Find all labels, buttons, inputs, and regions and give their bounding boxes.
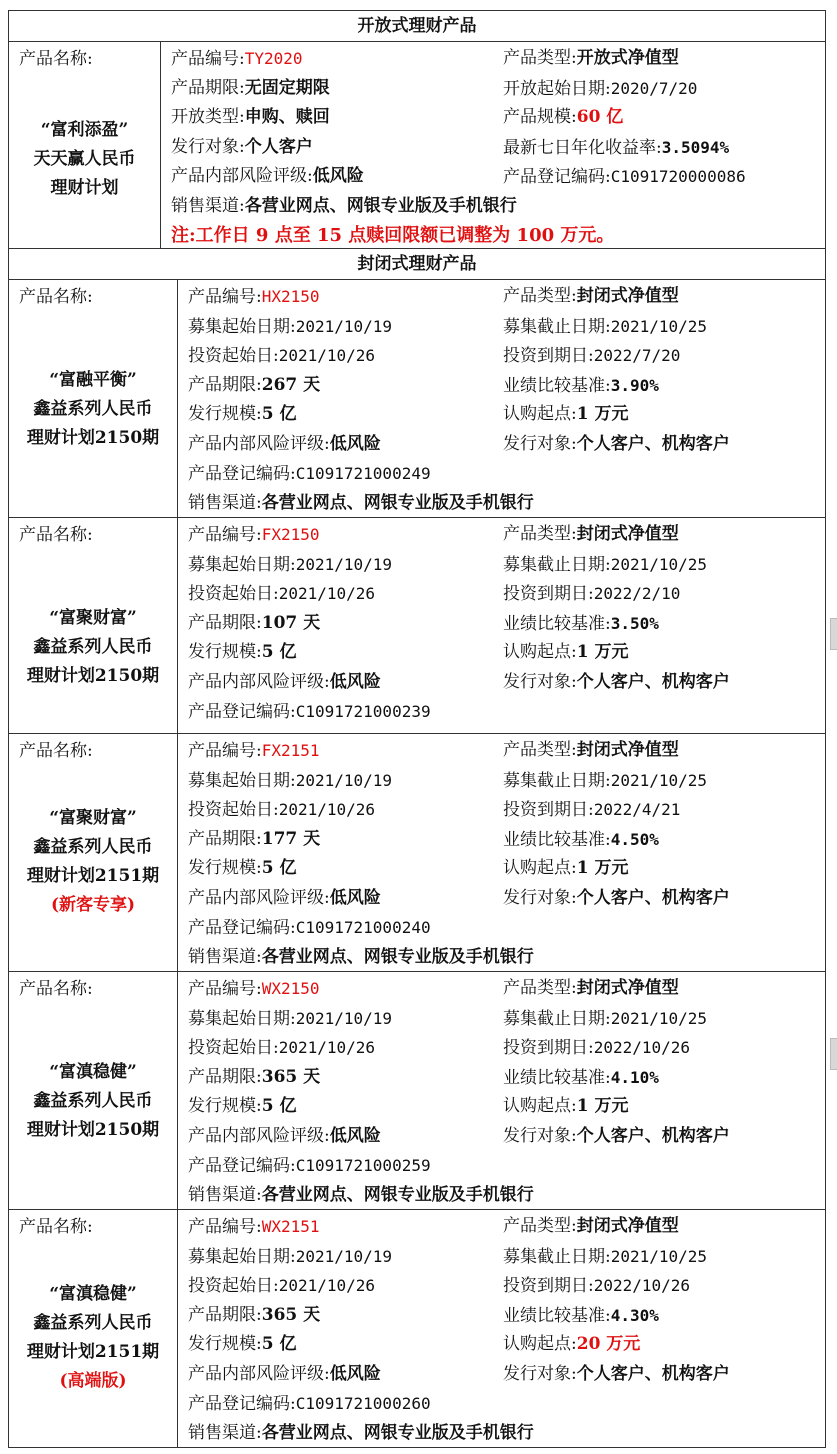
product-type: 开放式净值型: [576, 48, 679, 68]
name-line: 鑫益系列人民币: [33, 399, 153, 419]
raise-start-key: 募集起始日期:: [188, 554, 296, 575]
product-name-cell: [9, 280, 178, 517]
closed-product: [8, 972, 826, 1210]
product-target: 个人客户、机构客户: [576, 887, 730, 908]
raise-start-key: 募集起始日期:: [188, 316, 296, 337]
risk-rating: 低风险: [329, 433, 381, 454]
registration-code: C1091721000259: [295, 1156, 431, 1175]
product-name-cell: [9, 518, 178, 733]
raise-start-key: 募集起始日期:: [188, 1008, 296, 1029]
product-term: 无固定期限: [244, 77, 330, 98]
raise-end-date: 2021/10/25: [610, 554, 708, 574]
min-subscription: 20 万元: [576, 1334, 641, 1354]
sales-channel: 各营业网点、网银专业版及手机银行: [261, 492, 534, 513]
code-key: 产品编号:: [188, 1217, 262, 1237]
product-target: 个人客户、机构客户: [576, 433, 730, 454]
invest-end-key: 投资到期日:: [503, 584, 594, 604]
closed-section-title: 封闭式理财产品: [8, 249, 826, 280]
sales-channel: 各营业网点、网银专业版及手机银行: [261, 1422, 534, 1443]
invest-end-date: 2022/7/20: [593, 346, 681, 365]
term-key: 产品期限:: [188, 1304, 262, 1325]
raise-end-key: 募集截止日期:: [503, 770, 611, 791]
registration-code: C1091720000086: [610, 167, 746, 186]
resize-handle[interactable]: [830, 1038, 837, 1070]
product-name-cell: [9, 734, 178, 971]
product-details: [178, 972, 825, 1209]
invest-start-key: 投资起始日:: [188, 584, 279, 604]
raise-start-date: 2021/10/19: [295, 770, 393, 790]
raise-end-key: 募集截止日期:: [503, 316, 611, 337]
name-line: 理财计划2151期: [26, 866, 160, 886]
channel-key: 销售渠道:: [171, 195, 245, 216]
code-key: 产品编号:: [188, 741, 262, 761]
name-line: “富利添盈”: [40, 120, 129, 140]
term-key: 产品期限:: [171, 77, 245, 98]
yield-key: 最新七日年化收益率:: [503, 137, 662, 158]
min-subscription: 1 万元: [576, 858, 629, 878]
min-subscription: 1 万元: [576, 404, 629, 424]
invest-start-date: 2021/10/26: [278, 1276, 376, 1295]
product-name: [9, 116, 160, 203]
risk-key: 产品内部风险评级:: [171, 166, 313, 186]
raise-start-date: 2021/10/19: [295, 316, 393, 336]
risk-key: 产品内部风险评级:: [188, 1363, 330, 1384]
product-table: [8, 10, 826, 1448]
raise-end-key: 募集截止日期:: [503, 1246, 611, 1267]
raise-start-key: 募集起始日期:: [188, 1246, 296, 1267]
type-key: 产品类型:: [503, 524, 577, 544]
invest-end-key: 投资到期日:: [503, 800, 594, 820]
type-key: 产品类型:: [503, 1216, 577, 1236]
product-code: FX2151: [261, 741, 320, 760]
code-key: 产品编号:: [188, 287, 262, 307]
product-target: 个人客户: [244, 136, 313, 157]
raise-start-date: 2021/10/19: [295, 1246, 393, 1266]
scale-key: 发行规模:: [188, 1334, 262, 1354]
product-details: [178, 1210, 825, 1447]
registration-code: C1091721000240: [295, 918, 431, 937]
target-key: 发行对象:: [503, 671, 577, 692]
benchmark-key: 业绩比较基准:: [503, 613, 611, 634]
open-type: 申购、赎回: [244, 107, 330, 127]
benchmark-key: 业绩比较基准:: [503, 1305, 611, 1326]
channel-key: 销售渠道:: [188, 946, 262, 967]
product-name-label: 产品名称:: [19, 49, 93, 69]
product-term: 365 天: [261, 1066, 321, 1087]
product-term: 365 天: [261, 1304, 321, 1325]
benchmark-rate: 4.30%: [610, 1305, 659, 1325]
name-line: 鑫益系列人民币: [33, 1313, 153, 1333]
term-key: 产品期限:: [188, 374, 262, 395]
benchmark-rate: 3.90%: [610, 375, 659, 395]
issue-scale: 5 亿: [261, 642, 297, 662]
open-product: [8, 42, 826, 249]
product-name-cell: [9, 1210, 178, 1447]
name-line: 理财计划: [50, 178, 119, 198]
invest-end-date: 2022/10/26: [593, 1276, 691, 1295]
name-line: 理财计划2150期: [26, 666, 160, 686]
product-details: [161, 42, 825, 248]
name-line: 理财计划2150期: [26, 428, 160, 448]
target-key: 发行对象:: [503, 1363, 577, 1384]
product-code: TY2020: [244, 49, 303, 68]
raise-end-date: 2021/10/25: [610, 1246, 708, 1266]
scale-key: 发行规模:: [188, 642, 262, 662]
product-name-cell: [9, 42, 161, 248]
registration-code: C1091721000260: [295, 1394, 431, 1413]
registration-code: C1091721000239: [295, 702, 431, 721]
issue-scale: 5 亿: [261, 1334, 297, 1354]
product-name-label: 产品名称:: [19, 741, 93, 761]
min-key: 认购起点:: [503, 1096, 577, 1116]
risk-key: 产品内部风险评级:: [188, 887, 330, 908]
reg-key: 产品登记编码:: [188, 1394, 296, 1414]
product-name-cell: [9, 972, 178, 1209]
resize-handle[interactable]: [830, 618, 837, 650]
reg-key: 产品登记编码:: [503, 167, 611, 187]
invest-start-key: 投资起始日:: [188, 1276, 279, 1296]
product-name-label: 产品名称:: [19, 979, 93, 999]
min-key: 认购起点:: [503, 858, 577, 878]
risk-key: 产品内部风险评级:: [188, 433, 330, 454]
product-name-label: 产品名称:: [19, 287, 93, 307]
name-line: “富融平衡”: [49, 370, 137, 390]
channel-key: 销售渠道:: [188, 1184, 262, 1205]
target-key: 发行对象:: [503, 433, 577, 454]
raise-end-date: 2021/10/25: [610, 316, 708, 336]
benchmark-key: 业绩比较基准:: [503, 829, 611, 850]
raise-start-date: 2021/10/19: [295, 1008, 393, 1028]
product-type: 封闭式净值型: [576, 1216, 679, 1236]
closed-product: [8, 518, 826, 734]
product-code: WX2151: [261, 1217, 320, 1236]
invest-end-key: 投资到期日:: [503, 346, 594, 366]
benchmark-rate: 4.50%: [610, 829, 659, 849]
closed-product: [8, 280, 826, 518]
target-key: 发行对象:: [171, 136, 245, 157]
name-line: 理财计划2150期: [26, 1120, 160, 1140]
risk-rating: 低风险: [329, 1363, 381, 1384]
min-key: 认购起点:: [503, 1334, 577, 1354]
closed-product: [8, 1210, 826, 1448]
min-subscription: 1 万元: [576, 642, 629, 662]
invest-end-date: 2022/4/21: [593, 800, 681, 819]
target-key: 发行对象:: [503, 1125, 577, 1146]
invest-start-date: 2021/10/26: [278, 800, 376, 819]
product-type: 封闭式净值型: [576, 286, 679, 306]
name-line: “富聚财富”: [49, 608, 137, 628]
product-code: WX2150: [261, 979, 320, 998]
term-key: 产品期限:: [188, 612, 262, 633]
target-key: 发行对象:: [503, 887, 577, 908]
sales-channel: 各营业网点、网银专业版及手机银行: [244, 195, 517, 216]
raise-end-key: 募集截止日期:: [503, 554, 611, 575]
product-name-label: 产品名称:: [19, 525, 93, 545]
product-scale: 60 亿: [576, 107, 624, 127]
scale-key: 产品规模:: [503, 107, 577, 127]
product-details: [178, 518, 825, 733]
invest-end-key: 投资到期日:: [503, 1276, 594, 1296]
invest-start-key: 投资起始日:: [188, 1038, 279, 1058]
name-line: “富聚财富”: [49, 808, 137, 828]
invest-end-date: 2022/2/10: [593, 584, 681, 603]
product-type: 封闭式净值型: [576, 740, 679, 760]
reg-key: 产品登记编码:: [188, 1156, 296, 1176]
product-code: FX2150: [261, 525, 320, 544]
raise-start-key: 募集起始日期:: [188, 770, 296, 791]
invest-start-date: 2021/10/26: [278, 346, 376, 365]
name-line: 鑫益系列人民币: [33, 837, 153, 857]
risk-key: 产品内部风险评级:: [188, 1125, 330, 1146]
issue-scale: 5 亿: [261, 858, 297, 878]
risk-key: 产品内部风险评级:: [188, 671, 330, 692]
benchmark-key: 业绩比较基准:: [503, 375, 611, 396]
product-name: [9, 1058, 177, 1145]
invest-start-date: 2021/10/26: [278, 584, 376, 603]
product-name-label: 产品名称:: [19, 1217, 93, 1237]
min-key: 认购起点:: [503, 404, 577, 424]
product-name: [9, 1280, 177, 1396]
product-target: 个人客户、机构客户: [576, 671, 730, 692]
scale-key: 发行规模:: [188, 404, 262, 424]
sales-channel: 各营业网点、网银专业版及手机银行: [261, 946, 534, 967]
product-name: [9, 804, 177, 920]
product-name: [9, 604, 177, 691]
raise-start-date: 2021/10/19: [295, 554, 393, 574]
reg-key: 产品登记编码:: [188, 464, 296, 484]
raise-end-key: 募集截止日期:: [503, 1008, 611, 1029]
closed-product-list: [8, 280, 826, 1448]
invest-end-date: 2022/10/26: [593, 1038, 691, 1057]
risk-rating: 低风险: [312, 166, 364, 186]
open-section-title: 开放式理财产品: [8, 10, 826, 42]
product-tag: (新客专享): [50, 895, 136, 915]
open-start-date: 2020/7/20: [610, 78, 698, 98]
closed-product: [8, 734, 826, 972]
seven-day-yield: 3.5094%: [661, 137, 730, 157]
type-key: 产品类型:: [503, 978, 577, 998]
product-target: 个人客户、机构客户: [576, 1363, 730, 1384]
min-subscription: 1 万元: [576, 1096, 629, 1116]
product-type: 封闭式净值型: [576, 978, 679, 998]
product-term: 267 天: [261, 374, 321, 395]
sales-channel: 各营业网点、网银专业版及手机银行: [261, 1184, 534, 1205]
risk-rating: 低风险: [329, 887, 381, 908]
raise-end-date: 2021/10/25: [610, 1008, 708, 1028]
benchmark-rate: 4.10%: [610, 1067, 659, 1087]
product-term: 107 天: [261, 612, 321, 633]
product-details: [178, 734, 825, 971]
type-key: 产品类型:: [503, 740, 577, 760]
code-key: 产品编号:: [188, 979, 262, 999]
open-type-key: 开放类型:: [171, 107, 245, 127]
name-line: 天天赢人民币: [33, 149, 136, 169]
scale-key: 发行规模:: [188, 858, 262, 878]
product-target: 个人客户、机构客户: [576, 1125, 730, 1146]
channel-key: 销售渠道:: [188, 1422, 262, 1443]
product-term: 177 天: [261, 828, 321, 849]
invest-start-key: 投资起始日:: [188, 346, 279, 366]
issue-scale: 5 亿: [261, 1096, 297, 1116]
risk-rating: 低风险: [329, 671, 381, 692]
product-type: 封闭式净值型: [576, 524, 679, 544]
name-line: “富滇稳健”: [49, 1284, 137, 1304]
name-line: 鑫益系列人民币: [33, 1091, 153, 1111]
benchmark-key: 业绩比较基准:: [503, 1067, 611, 1088]
name-line: “富滇稳健”: [49, 1062, 137, 1082]
min-key: 认购起点:: [503, 642, 577, 662]
open-start-key: 开放起始日期:: [503, 78, 611, 99]
channel-key: 销售渠道:: [188, 492, 262, 513]
registration-code: C1091721000249: [295, 464, 431, 483]
reg-key: 产品登记编码:: [188, 918, 296, 938]
issue-scale: 5 亿: [261, 404, 297, 424]
product-tag: (高端版): [59, 1371, 127, 1391]
invest-start-date: 2021/10/26: [278, 1038, 376, 1057]
name-line: 理财计划2151期: [26, 1342, 160, 1362]
product-details: [178, 280, 825, 517]
scale-key: 发行规模:: [188, 1096, 262, 1116]
benchmark-rate: 3.50%: [610, 613, 659, 633]
type-key: 产品类型:: [503, 286, 577, 306]
code-key: 产品编号:: [171, 49, 245, 69]
reg-key: 产品登记编码:: [188, 702, 296, 722]
type-key: 产品类型:: [503, 48, 577, 68]
product-name: [9, 366, 177, 453]
raise-end-date: 2021/10/25: [610, 770, 708, 790]
name-line: 鑫益系列人民币: [33, 637, 153, 657]
code-key: 产品编号:: [188, 525, 262, 545]
term-key: 产品期限:: [188, 1066, 262, 1087]
term-key: 产品期限:: [188, 828, 262, 849]
invest-end-key: 投资到期日:: [503, 1038, 594, 1058]
redemption-note: 注:工作日 9 点至 15 点赎回限额已调整为 100 万元。: [171, 225, 615, 246]
risk-rating: 低风险: [329, 1125, 381, 1146]
invest-start-key: 投资起始日:: [188, 800, 279, 820]
product-code: HX2150: [261, 287, 320, 306]
